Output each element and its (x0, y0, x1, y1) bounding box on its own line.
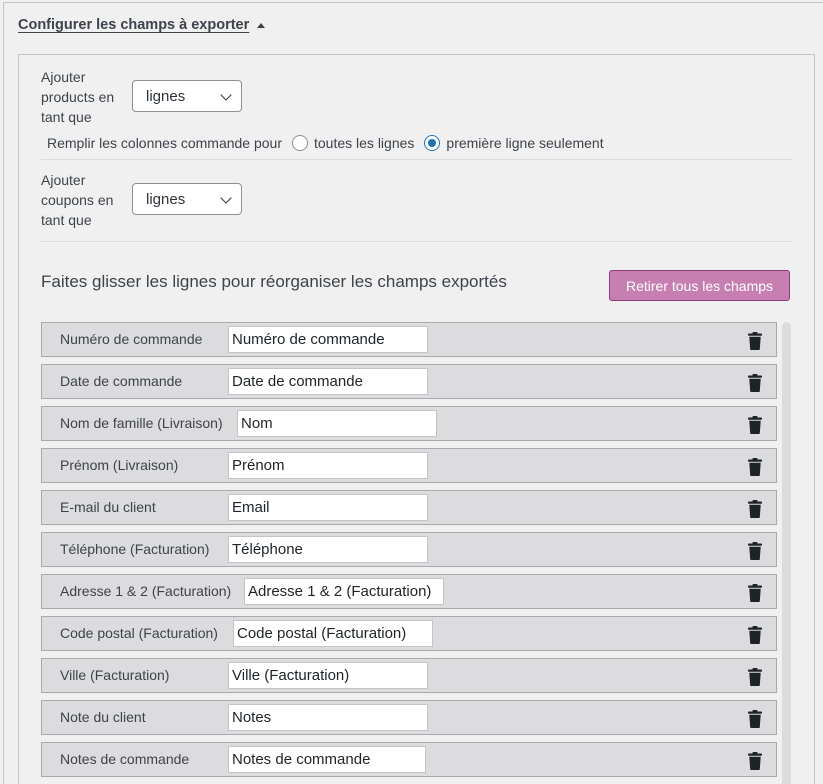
products-select-value: lignes (146, 87, 186, 105)
field-label: Date de commande (60, 373, 183, 389)
field-row[interactable] (41, 658, 777, 693)
radio-first-line[interactable] (424, 135, 603, 151)
field-column-name-input[interactable]: Code postal (Facturation) (233, 620, 433, 647)
radio-all-lines-button[interactable] (292, 135, 308, 151)
section-toggle[interactable] (18, 15, 265, 35)
fill-columns-label: Remplir les colonnes commande pour (47, 135, 282, 151)
radio-all-lines[interactable] (292, 135, 414, 151)
field-column-name-input[interactable]: Téléphone (228, 536, 428, 563)
caret-up-icon (257, 23, 265, 28)
field-label: Adresse 1 & 2 (Facturation) (60, 583, 232, 599)
field-row[interactable] (41, 616, 777, 651)
field-row[interactable] (41, 700, 777, 735)
trash-icon[interactable] (748, 626, 764, 644)
field-column-name-input[interactable]: Prénom (228, 452, 428, 479)
divider (41, 159, 792, 160)
drag-heading: Faites glisser les lignes pour réorganiser les champs exportés (41, 272, 507, 291)
field-column-name-input[interactable]: Notes (228, 704, 428, 731)
field-column-name-input[interactable]: Notes de commande (228, 746, 426, 773)
trash-icon[interactable] (748, 374, 764, 392)
field-label: Prénom (Livraison) (60, 457, 179, 473)
coupons-select[interactable] (132, 183, 242, 215)
radio-first-line-button[interactable] (424, 135, 440, 151)
products-option (41, 67, 125, 127)
trash-icon[interactable] (748, 710, 764, 728)
field-column-name-input[interactable]: Date de commande (228, 368, 428, 395)
products-label: Ajouter products en tant que (41, 69, 115, 125)
section-title: Configurer les champs à exporter (18, 17, 250, 33)
trash-icon[interactable] (748, 542, 764, 560)
remove-all-fields-button[interactable]: Retirer tous les champs (609, 270, 790, 301)
field-label: Ville (Facturation) (60, 667, 170, 683)
field-row[interactable] (41, 574, 777, 609)
field-column-name-input[interactable]: Nom (237, 410, 437, 437)
field-list (41, 322, 777, 784)
trash-icon[interactable] (748, 458, 764, 476)
chevron-down-icon (220, 89, 231, 100)
field-row[interactable] (41, 448, 777, 483)
field-row[interactable] (41, 322, 777, 357)
field-label: Notes de commande (60, 751, 190, 767)
trash-icon[interactable] (748, 584, 764, 602)
trash-icon[interactable] (748, 668, 764, 686)
field-label: E-mail du client (60, 499, 156, 515)
field-column-name-input[interactable]: Email (228, 494, 428, 521)
export-fields-panel (18, 54, 815, 784)
radio-all-lines-label[interactable]: toutes les lignes (314, 135, 415, 151)
trash-icon[interactable] (748, 752, 764, 770)
fill-columns-option (47, 133, 604, 153)
field-label: Code postal (Facturation) (60, 625, 218, 641)
products-select[interactable] (132, 80, 242, 112)
trash-icon[interactable] (748, 416, 764, 434)
field-row[interactable] (41, 490, 777, 525)
coupons-option (41, 170, 125, 230)
field-label: Note du client (60, 709, 146, 725)
field-row[interactable] (41, 532, 777, 567)
field-row[interactable] (41, 364, 777, 399)
coupons-select-value: lignes (146, 190, 186, 208)
scrollbar[interactable] (782, 322, 791, 784)
trash-icon[interactable] (748, 500, 764, 518)
field-label: Téléphone (Facturation) (60, 541, 210, 557)
field-column-name-input[interactable]: Adresse 1 & 2 (Facturation) (244, 578, 444, 605)
field-column-name-input[interactable]: Ville (Facturation) (228, 662, 428, 689)
field-row[interactable] (41, 406, 777, 441)
trash-icon[interactable] (748, 332, 764, 350)
field-label: Nom de famille (Livraison) (60, 415, 223, 431)
field-label: Numéro de commande (60, 331, 203, 347)
field-row[interactable] (41, 742, 777, 777)
radio-first-line-label[interactable]: première ligne seulement (446, 135, 604, 151)
divider (41, 241, 792, 242)
coupons-label: Ajouter coupons en tant que (41, 172, 114, 228)
chevron-down-icon (220, 192, 231, 203)
field-column-name-input[interactable]: Numéro de commande (228, 326, 428, 353)
